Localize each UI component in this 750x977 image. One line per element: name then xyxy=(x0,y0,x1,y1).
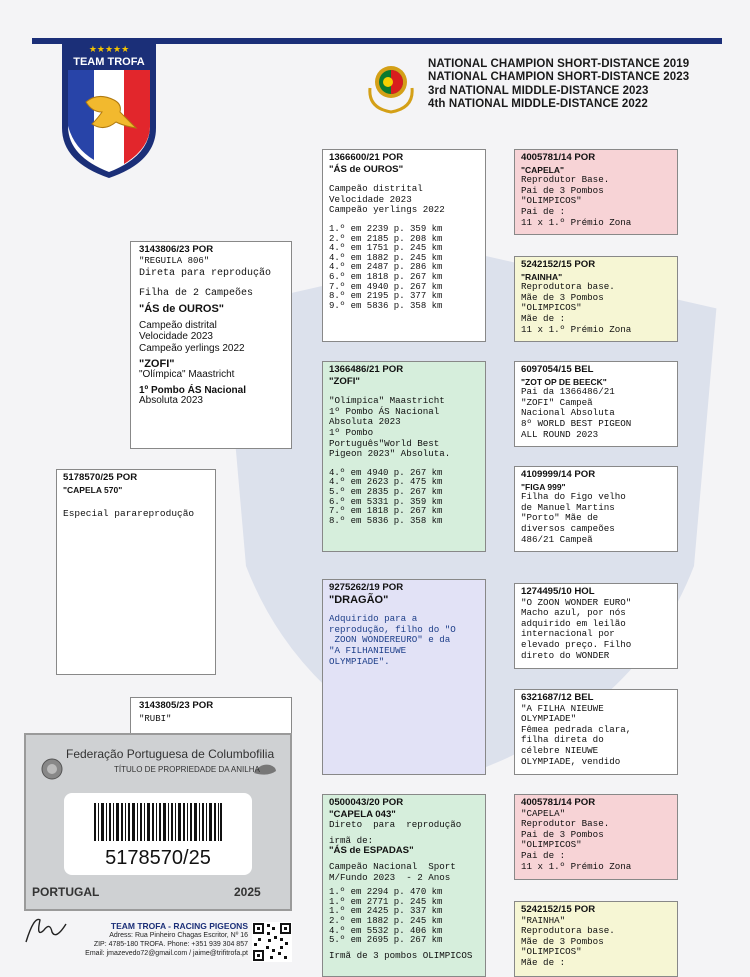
result-line: 6.º em 1818 p. 267 km xyxy=(329,271,443,282)
ggp-name: "CAPELA" xyxy=(521,164,565,175)
svg-text:★★★★★: ★★★★★ xyxy=(88,45,130,55)
ggp-box-2 xyxy=(514,256,678,342)
result-line: 7.º em 1818 p. 267 km xyxy=(329,506,443,517)
ggp-box-4 xyxy=(514,466,678,552)
shield-logo-text: TEAM TROFA xyxy=(73,56,145,68)
gs1-results xyxy=(329,225,479,311)
ggp-name: "ZOT OP DE BEECK" xyxy=(521,376,607,387)
desc-line: Pai de 3 Pombos xyxy=(521,828,604,840)
sire-name: "REGUILA 806" xyxy=(139,255,210,266)
dam-id: 3143805/23 POR xyxy=(139,700,214,711)
achievement-titles xyxy=(428,58,689,112)
desc-line: Adquirido para a xyxy=(329,613,418,625)
ggp-id: 4005781/14 POR xyxy=(521,152,596,163)
desc-line: Mãe de 3 Pombos xyxy=(521,935,604,947)
result-line: 4.º em 1882 p. 245 km xyxy=(329,252,443,263)
desc-line: Campeão yerlings 2022 xyxy=(329,204,445,216)
desc-line: Fêmea pedrada clara, xyxy=(521,723,632,735)
desc-line: "Porto" Mãe de xyxy=(521,512,599,524)
desc-line: Pigeon 2023" Absoluta. xyxy=(329,448,451,460)
title-line: NATIONAL CHAMPION SHORT-DISTANCE 2019 xyxy=(428,58,690,70)
qr-code xyxy=(252,922,292,962)
desc-line: Macho azul, por nós xyxy=(521,607,626,619)
sire-line: Velocidade 2023 xyxy=(139,331,213,343)
desc-line: elevado preço. Filho xyxy=(521,638,632,650)
desc-line: célebre NIEUWE xyxy=(521,744,599,756)
ring-ownership-card xyxy=(24,733,292,911)
desc-line: Absoluta 2023 xyxy=(329,416,401,428)
gs1-id: 1366600/21 POR xyxy=(329,152,404,163)
result-line: 1.º em 2771 p. 245 km xyxy=(329,896,443,907)
sire-line: Absoluta 2023 xyxy=(139,395,203,407)
ggp-box-3 xyxy=(514,361,678,447)
desc-line: 486/21 Campeã xyxy=(521,533,593,545)
desc-line: OLYMPIADE, vendido xyxy=(521,755,621,767)
ggp-box-6 xyxy=(514,689,678,775)
result-line: 2.º em 1882 p. 245 km xyxy=(329,915,443,926)
desc-line: ZOON WONDEREURO" e da xyxy=(329,634,451,646)
result-line: 4.º em 2623 p. 475 km xyxy=(329,477,443,488)
desc-line: 8º WORLD BEST PIGEON xyxy=(521,417,632,429)
subject-note: Especial parareprodução xyxy=(63,508,195,520)
dam-name: "RUBI" xyxy=(139,713,172,724)
ggp-name: "RAINHA" xyxy=(521,271,563,282)
footer-contact xyxy=(48,922,248,958)
desc-line: ALL ROUND 2023 xyxy=(521,428,599,440)
result-line: 6.º em 5331 p. 359 km xyxy=(329,496,443,507)
result-line: 4.º em 1751 p. 245 km xyxy=(329,243,443,254)
desc-line: Campeão distrital xyxy=(329,183,423,195)
desc-line: Mãe de : xyxy=(521,312,566,324)
sire-line: Filha de 2 Campeões xyxy=(139,287,254,299)
desc-line: Pai da 1366486/21 xyxy=(521,386,615,398)
gs2-id: 9275262/19 POR xyxy=(329,582,404,593)
gd1-name: "ZOFI" xyxy=(329,375,360,387)
desc-line: OLYMPIADE" xyxy=(521,713,577,725)
ggp-box-7 xyxy=(514,794,678,880)
sire-line: Campeão distrital xyxy=(139,319,217,331)
desc-line: direto do WONDER xyxy=(521,649,610,661)
desc-line: reprodução, filho do "O xyxy=(329,623,456,635)
gs2-name: "DRAGÃO" xyxy=(329,593,389,606)
subject-id: 5178570/25 POR xyxy=(63,472,138,483)
grandsire-2-box xyxy=(322,579,486,775)
desc-line: Reprodutor Base. xyxy=(521,818,610,830)
ggp-id: 6097054/15 BEL xyxy=(521,364,594,375)
desc-line: Português"World Best xyxy=(329,437,440,449)
barcode-panel xyxy=(64,793,252,875)
desc-line: internacional por xyxy=(521,628,615,640)
result-line: 7.º em 4940 p. 267 km xyxy=(329,281,443,292)
gd2-name: "CAPELA 043" xyxy=(329,808,396,820)
desc-line: "OLIMPICOS" xyxy=(521,946,582,958)
desc-line: "Olímpica" Maastricht xyxy=(329,395,445,407)
desc-line: "OLIMPICOS" xyxy=(521,195,582,207)
ggp-id: 6321687/12 BEL xyxy=(521,692,594,703)
gd2-line: "ÁS de ESPADAS" xyxy=(329,845,414,857)
result-line: 4.º em 4940 p. 267 km xyxy=(329,467,443,478)
desc-line: 11 x 1.º Prémio Zona xyxy=(521,323,632,335)
desc-line: Pai de : xyxy=(521,205,566,217)
ggp-id: 5242152/15 POR xyxy=(521,904,596,915)
result-line: 1.º em 2294 p. 470 km xyxy=(329,887,443,898)
card-title: Federação Portuguesa de Columbofilia xyxy=(66,747,275,761)
sire-id: 3143806/23 POR xyxy=(139,244,214,255)
desc-line: OLYMPIADE". xyxy=(329,655,390,667)
sire-line: "Olímpica" Maastricht xyxy=(139,369,235,381)
gd1-results xyxy=(329,469,479,527)
ggp-name: "RAINHA" xyxy=(521,914,566,926)
gs1-desc xyxy=(329,184,479,216)
card-year: 2025 xyxy=(234,885,261,899)
card-country: PORTUGAL xyxy=(32,885,100,899)
result-line: 4.º em 2487 p. 286 km xyxy=(329,262,443,273)
granddam-1-box xyxy=(322,361,486,552)
sire-line: "ÁS de OUROS" xyxy=(139,303,224,316)
portugal-medal-icon xyxy=(362,58,420,116)
desc-line: Velocidade 2023 xyxy=(329,193,412,205)
gd2-results xyxy=(329,888,479,946)
desc-line: Reprodutora base. xyxy=(521,281,615,293)
desc-line: "OLIMPICOS" xyxy=(521,839,582,851)
title-line: 4th NATIONAL MIDDLE-DISTANCE 2022 xyxy=(428,98,648,111)
sire-line: Campeão yerlings 2022 xyxy=(139,342,245,354)
footer-email: Email: jmazevedo72@gmail.com / jaime@trifitrofa.pt xyxy=(85,950,248,957)
sire-line: 1º Pombo ÁS Nacional xyxy=(139,384,247,396)
desc-line: de Manuel Martins xyxy=(521,501,615,513)
desc-line: Mãe de 3 Pombos xyxy=(521,291,604,303)
desc-line: diversos campeões xyxy=(521,522,615,534)
gd2-line: irmã de: xyxy=(329,834,374,846)
gd1-desc xyxy=(329,396,479,460)
federation-emblem-icon xyxy=(40,757,64,781)
subject-name: "CAPELA 570" xyxy=(63,484,123,495)
result-line: 4.º em 5532 p. 406 km xyxy=(329,925,443,936)
desc-line: 1º Pombo ÁS Nacional xyxy=(329,405,440,417)
subject-box xyxy=(56,469,216,675)
barcode xyxy=(94,803,222,841)
ring-number: 5178570/25 xyxy=(105,847,211,869)
desc-line: 11 x 1.º Prémio Zona xyxy=(521,860,632,872)
desc-line: Pai de : xyxy=(521,849,566,861)
desc-line: Pai de 3 Pombos xyxy=(521,184,604,196)
gs1-name: "ÁS de OUROS" xyxy=(329,163,404,175)
sire-line: Direta para reprodução xyxy=(139,268,272,280)
desc-line: filha direta do xyxy=(521,734,604,746)
gd1-id: 1366486/21 POR xyxy=(329,364,404,375)
desc-line: Nacional Absoluta xyxy=(521,407,615,419)
result-line: 2.º em 2185 p. 208 km xyxy=(329,233,443,244)
gd2-line: Campeão Nacional Sport xyxy=(329,860,456,872)
desc-line: adquirido em leilão xyxy=(521,617,626,629)
title-line: NATIONAL CHAMPION SHORT-DISTANCE 2023 xyxy=(428,71,690,84)
gd2-line: M/Fundo 2023 - 2 Anos xyxy=(329,871,451,883)
desc-line: "A FILHANIEUWE xyxy=(329,644,407,656)
result-line: 1.º em 2425 p. 337 km xyxy=(329,906,443,917)
gs2-desc xyxy=(329,614,479,667)
title-line: 3rd NATIONAL MIDDLE-DISTANCE 2023 xyxy=(428,84,649,97)
ggp-id: 4109999/14 POR xyxy=(521,469,596,480)
desc-line: Mãe de : xyxy=(521,956,566,968)
ggp-box-8 xyxy=(514,901,678,977)
ggp-box-5 xyxy=(514,583,678,669)
ggp-name: "CAPELA" xyxy=(521,807,566,819)
desc-line: 11 x 1.º Prémio Zona xyxy=(521,216,632,228)
ggp-box-1 xyxy=(514,149,678,235)
result-line: 9.º em 5836 p. 358 km xyxy=(329,300,443,311)
desc-line: Filha do Figo velho xyxy=(521,491,626,503)
desc-line: Reprodutor Base. xyxy=(521,174,610,186)
gd2-id: 0500043/20 POR xyxy=(329,797,404,808)
desc-line: "OLIMPICOS" xyxy=(521,302,582,314)
gd2-tail: Irmã de 3 pombos OLIMPICOS xyxy=(329,949,473,961)
ggp-id: 5242152/15 POR xyxy=(521,259,596,270)
result-line: 8.º em 5836 p. 358 km xyxy=(329,515,443,526)
sire-line: "ZOFI" xyxy=(139,358,175,371)
desc-line: Reprodutora base. xyxy=(521,925,615,937)
footer-name: TEAM TROFA - RACING PIGEONS xyxy=(110,921,248,931)
footer-zip: ZIP: 4785-180 TROFA. Phone: +351 939 304 857 xyxy=(93,941,248,948)
desc-line: "ZOFI" Campeã xyxy=(521,396,593,408)
ggp-name: "FIGA 999" xyxy=(521,481,566,492)
result-line: 8.º em 2195 p. 377 km xyxy=(329,291,443,302)
footer-address: Adress: Rua Pinheiro Chagas Escritor, Nº 16 xyxy=(109,932,248,939)
granddam-2-box xyxy=(322,794,486,977)
grandsire-1-box xyxy=(322,149,486,342)
ggp-id: 1274495/10 HOL xyxy=(521,586,595,597)
result-line: 5.º em 2835 p. 267 km xyxy=(329,486,443,497)
result-line: 1.º em 2239 p. 359 km xyxy=(329,223,443,234)
ggp-id: 4005781/14 POR xyxy=(521,797,596,808)
card-subtitle: TÍTULO DE PROPRIEDADE DA ANILHA xyxy=(114,765,260,774)
result-line: 5.º em 2695 p. 267 km xyxy=(329,935,443,946)
gd2-line: Direto para reprodução xyxy=(329,819,462,831)
desc-line: 1º Pombo xyxy=(329,426,374,438)
ggp-name: "O ZOON WONDER EURO" xyxy=(521,596,632,608)
ggp-name: "A FILHA NIEUWE xyxy=(521,702,604,714)
sire-box xyxy=(130,241,292,449)
